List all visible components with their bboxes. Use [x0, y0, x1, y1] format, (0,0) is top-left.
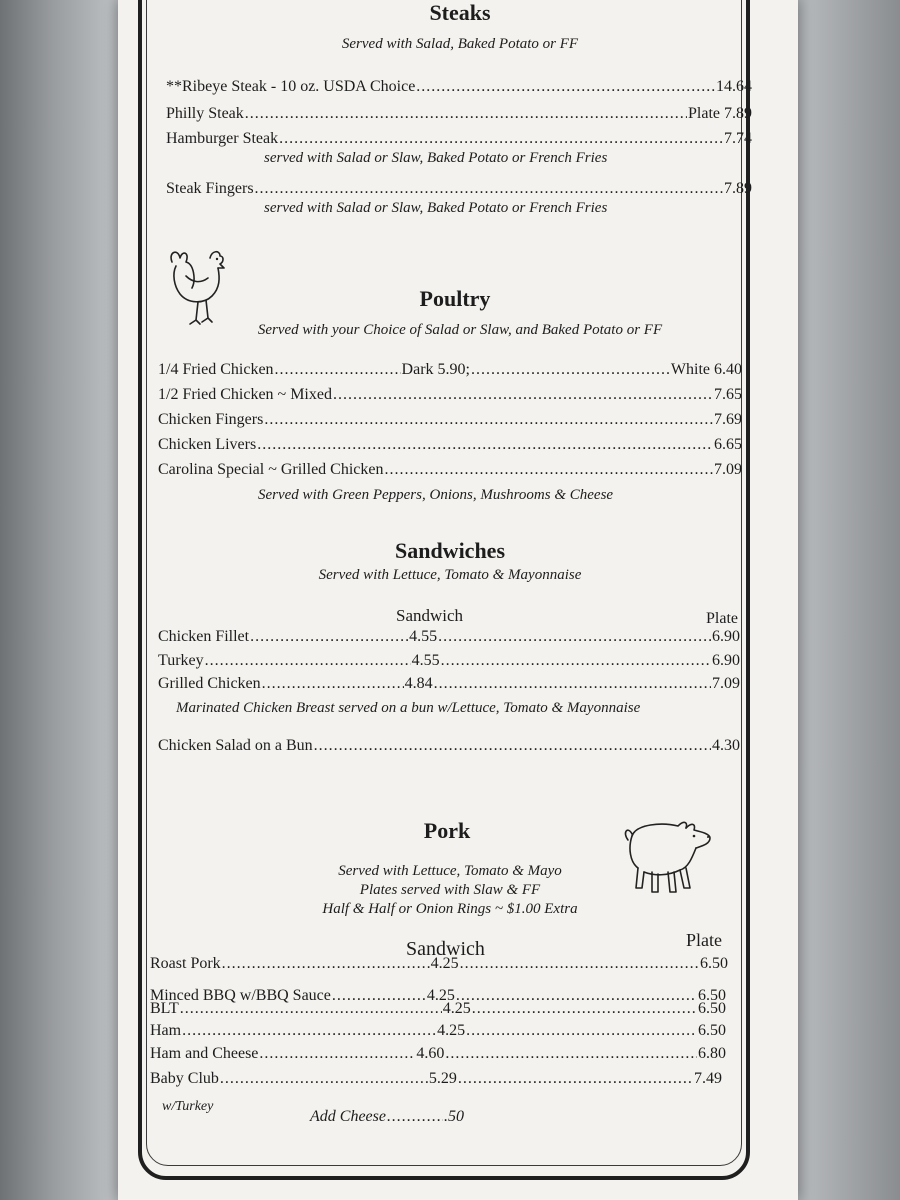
item-name: Carolina Special ~ Grilled Chicken: [158, 461, 384, 478]
menu-item-carolina-special: [158, 461, 742, 479]
add-cheese-label: Add Cheese: [310, 1108, 386, 1125]
poultry-note: Served with Green Peppers, Onions, Mushrooms & Cheese: [258, 487, 614, 503]
item-price-sandwich: 5.29: [428, 1070, 457, 1087]
item-name: Chicken Livers: [158, 436, 257, 453]
sandwiches-subtitle: Served with Lettuce, Tomato & Mayonnaise: [318, 567, 582, 583]
menu-item-ham: [150, 1022, 726, 1040]
poultry-title: Poultry: [419, 286, 491, 311]
item-name: Turkey: [158, 652, 204, 669]
menu-item-baby-club: [150, 1070, 722, 1088]
chicken-icon: [164, 244, 234, 328]
menu-item-chicken-fingers: [158, 411, 742, 429]
item-name: 1/2 Fried Chicken ~ Mixed: [158, 386, 332, 403]
item-price: 7.09: [714, 461, 742, 478]
baby-club-note: w/Turkey: [162, 1099, 214, 1114]
item-price-sandwich: 4.25: [442, 1000, 471, 1017]
menu-item-ham-and-cheese: [150, 1045, 726, 1063]
item-price-plate: 6.50: [698, 1000, 726, 1017]
item-price-plate: 7.49: [694, 1070, 722, 1087]
steaks-subtitle: Served with Salad, Baked Potato or FF: [341, 36, 579, 52]
item-name: **Ribeye Steak - 10 oz. USDA Choice: [166, 78, 416, 95]
pork-line-3: Half & Half or Onion Rings ~ $1.00 Extra: [322, 901, 578, 917]
item-name: Chicken Fingers: [158, 411, 264, 428]
item-price: 7.89: [724, 180, 752, 197]
item-price-plate: 6.90: [712, 652, 740, 669]
menu-item-quarter-chicken: [158, 361, 742, 379]
item-name: Ham: [150, 1022, 182, 1039]
item-price: 7.74: [724, 130, 752, 147]
pork-line-2: Plates served with Slaw & FF: [359, 882, 541, 898]
menu-item-half-chicken: [158, 386, 742, 404]
item-price-plate: 6.90: [712, 628, 740, 645]
menu-item-turkey: [158, 652, 740, 670]
item-name: Chicken Fillet: [158, 628, 250, 645]
menu-item-blt: [150, 1000, 726, 1018]
item-price-plate: 6.50: [700, 955, 728, 972]
menu-item-hamburger: [166, 130, 752, 148]
item-price-sandwich: 4.55: [409, 628, 438, 645]
menu-item-philly: [166, 105, 752, 123]
item-price-sandwich: 4.55: [411, 652, 440, 669]
item-name: Chicken Salad on a Bun: [158, 737, 313, 754]
poultry-subtitle: Served with your Choice of Salad or Slaw, and Baked Potato or FF: [257, 322, 663, 338]
item-price-plate: 6.80: [698, 1045, 726, 1062]
item-price-plate: 6.50: [698, 987, 726, 1004]
item-name: Ham and Cheese: [150, 1045, 259, 1062]
item-price-sandwich: 4.60: [416, 1045, 445, 1062]
item-price: 4.30: [712, 737, 740, 754]
item-name: BLT: [150, 1000, 179, 1017]
item-price-sandwich: 4.25: [437, 1022, 466, 1039]
item-price-dark: Dark 5.90;: [401, 361, 470, 378]
steaks-note: served with Salad or Slaw, Baked Potato or French Fries: [264, 150, 608, 166]
sandwiches-note: Marinated Chicken Breast served on a bun w/Lettuce, Tomato & Mayonnaise: [176, 700, 641, 716]
item-price-plate: 6.50: [698, 1022, 726, 1039]
item-price: 6.65: [714, 436, 742, 453]
menu-item-steak-fingers: [166, 180, 752, 198]
menu-item-chicken-fillet: [158, 628, 740, 646]
item-price-plate: 7.09: [712, 675, 740, 692]
item-price-white: White 6.40: [670, 361, 742, 378]
item-price-sandwich: 4.25: [426, 987, 455, 1004]
item-name: Philly Steak: [166, 105, 244, 122]
pig-icon: [622, 812, 718, 902]
item-price-sandwich: 4.84: [404, 675, 433, 692]
plate-column-header: Plate: [706, 610, 738, 627]
item-price: Plate 7.89: [688, 105, 752, 122]
item-name: Steak Fingers: [166, 180, 254, 197]
item-price: 7.65: [714, 386, 742, 403]
item-name: Grilled Chicken: [158, 675, 261, 692]
menu-item-roast-pork: [150, 955, 728, 973]
menu-item-chicken-salad: [158, 737, 740, 755]
pork-line-1: Served with Lettuce, Tomato & Mayo: [338, 863, 562, 879]
plate-column-header: Plate: [686, 930, 722, 950]
steaks-note: served with Salad or Slaw, Baked Potato or French Fries: [264, 200, 608, 216]
item-price-sandwich: 4.25: [430, 955, 459, 972]
menu-item-ribeye: [166, 78, 752, 96]
item-name: Minced BBQ w/BBQ Sauce: [150, 987, 331, 1004]
item-name: Roast Pork: [150, 955, 221, 972]
steaks-title: Steaks: [429, 0, 491, 25]
menu-item-grilled-chicken: [158, 675, 740, 693]
item-name: Hamburger Steak: [166, 130, 279, 147]
add-cheese-price: .50: [443, 1108, 464, 1125]
sandwich-column-header: Sandwich: [396, 606, 464, 625]
add-cheese-row: [310, 1108, 490, 1126]
sandwich-column-header: Sandwich: [406, 938, 485, 960]
menu-item-chicken-livers: [158, 436, 742, 454]
item-price: 7.69: [714, 411, 742, 428]
pork-title: Pork: [423, 818, 471, 843]
item-name: 1/4 Fried Chicken: [158, 361, 274, 378]
sandwiches-title: Sandwiches: [394, 538, 506, 563]
item-name: Baby Club: [150, 1070, 219, 1087]
item-price: 14.64: [716, 78, 752, 95]
